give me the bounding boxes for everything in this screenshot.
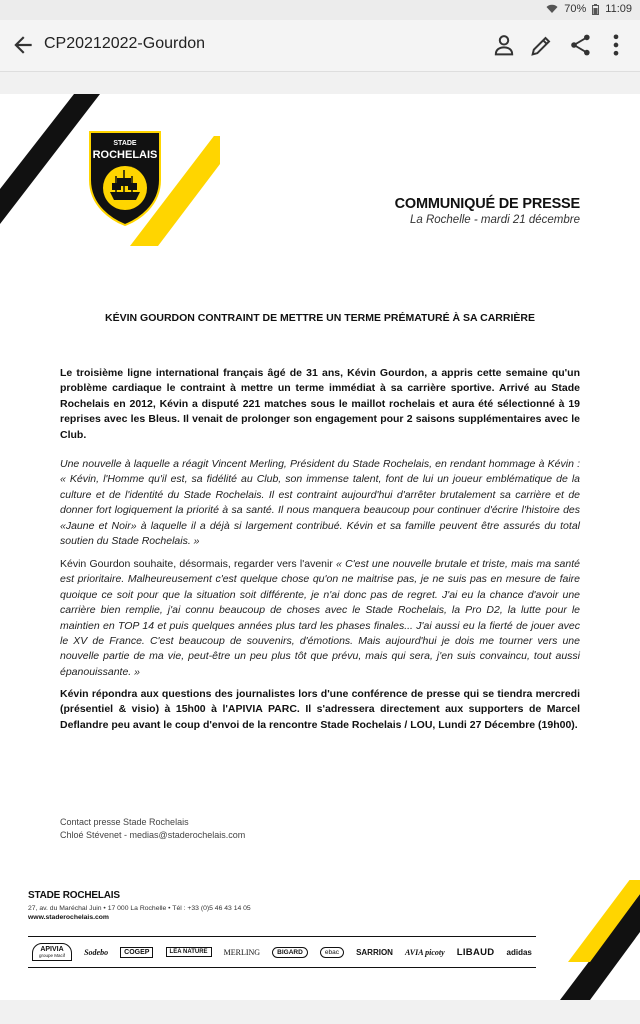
paragraph-press-conference: Kévin répondra aux questions des journalistes lors d'une conférence de presse qui se tiendra mercredi (présentiel & visio) à 15h00 à l'APIVIA PARC. Il s'adressera directement aux supporters de Marcel Deflandre peu avant le coup d'envoi de la rencontre Stade Rochelais / LOU, Lundi 27 Décembre (19h00).	[60, 688, 580, 731]
headline: KÉVIN GOURDON CONTRAINT DE METTRE UN TERME PRÉMATURÉ À SA CARRIÈRE	[105, 312, 535, 324]
contact-line-2: Chloé Stévenet - medias@staderochelais.com	[60, 830, 246, 840]
logo-text-main: ROCHELAIS	[92, 149, 158, 161]
sponsor-avia-picoty: AVIA picoty	[405, 947, 445, 957]
contact-line-1: Contact presse Stade Rochelais	[60, 817, 189, 827]
sponsor-merling: MERLING	[223, 947, 261, 957]
footer-website: www.staderochelais.com	[28, 914, 109, 921]
battery-percent: 70%	[564, 3, 587, 15]
back-arrow-icon[interactable]	[10, 32, 36, 58]
account-icon[interactable]	[490, 31, 518, 59]
paragraph-merling-quote: Une nouvelle à laquelle a réagit Vincent Merling, Président du Stade Rochelais, en rendant hommage à Kévin : « Kévin, l'Homme qu'il est, sa fidélité au Club, son immense talent, font de lui un joueur emblématique de la culture et de l'identité du Stade Rochelais. Il est contraint aujourd'hui d'arrêter brutalement sa carrière et de donner fort logiquement la priorité à sa santé. Il nous manquera beaucoup pour continuer d'écrire l'histoire des «Jaune et Noir» à laquelle il a déjà si largement contribué. Kévin et sa famille peuvent être assurés du total soutien du Stade Rochelais. »	[60, 458, 580, 548]
press-release-heading	[395, 196, 580, 226]
battery-icon	[592, 4, 599, 15]
document-page	[0, 94, 640, 1000]
clock: 11:09	[605, 3, 632, 15]
sponsor-ebac: ebac	[320, 947, 344, 958]
paragraph-intro: Le troisième ligne international français âgé de 31 ans, Kévin Gourdon, a appris cette semaine qu'un problème cardiaque le contraint à mettre un terme immédiat à sa carrière sportive. Arrivé au Stade Rochelais en 2012, Kévin a disputé 221 matches sous le maillot rochelais et aura été sélectionné à 19 reprises avec les Bleus. Il venait de prolonger son engagement pour 2 saisons supplémentaires avec le Club.	[60, 367, 580, 441]
sponsor-sodebo: Sodebo	[84, 947, 109, 957]
document-title: CP20212022-Gourdon	[44, 35, 206, 52]
footer-address: 27, av. du Maréchal Juin • 17 000 La Rochelle • Tél : +33 (0)5 46 43 14 05	[28, 905, 251, 912]
location-date: La Rochelle - mardi 21 décembre	[409, 214, 580, 226]
status-bar	[0, 0, 640, 20]
edit-pen-icon[interactable]	[528, 31, 556, 59]
sponsor-sarrion: SARRION	[356, 947, 393, 957]
footer-club-name: STADE ROCHELAIS	[28, 890, 120, 901]
paragraph-gourdon-intro: Kévin Gourdon souhaite, désormais, regarder vers l'avenir	[60, 558, 337, 570]
sponsor-adidas: adidas	[506, 947, 532, 957]
heading-title: COMMUNIQUÉ DE PRESSE	[394, 196, 580, 212]
paragraph-gourdon	[60, 557, 580, 680]
share-icon[interactable]	[567, 31, 595, 59]
paragraph-gourdon-quote: « C'est une nouvelle brutale et triste, mais ma santé est prioritaire. Malheureusement c'est quelque chose qu'on ne maitrise pas, je ne suis pas en mesure de faire quoique ce soit pour que la situation soit différente, je n'ai donc pas de regret. J'ai eu la chance d'avoir une carrière bien remplie, j'ai connu beaucoup de choses avec le Stade Rochelais, la Pro D2, la lutte pour le maintien en TOP 14 et puis quelques années plus tard les phases finales... J'ai aussi eu la fierté de jouer avec le XV de France. C'est beaucoup de souvenirs, d'émotions. Mais aujourd'hui je dois me tourner vers une nouvelle partie de ma vie, peut-être un peu plus tôt que prévu, mais qui sera, j'en suis convaincu, tout aussi épanouissante. »	[60, 558, 580, 678]
press-contact	[60, 816, 245, 842]
logo-text-top: STADE	[113, 140, 137, 147]
sponsor-bigard: BIGARD	[272, 947, 308, 958]
footer	[28, 890, 536, 921]
sponsor-bar	[28, 936, 536, 968]
sponsor-libaud: LIBAUD	[456, 946, 495, 958]
app-bar	[0, 20, 640, 72]
stade-rochelais-logo	[86, 128, 164, 226]
sponsor-cogep: COGEP	[120, 947, 153, 958]
more-options-icon[interactable]	[606, 31, 626, 59]
wifi-icon	[546, 4, 558, 14]
sponsor-lea-nature: LÉA NATURE	[166, 947, 212, 957]
sponsor-apivia: APIVIA groupe Macif	[32, 943, 72, 961]
bottom-right-stripes	[560, 880, 640, 1000]
